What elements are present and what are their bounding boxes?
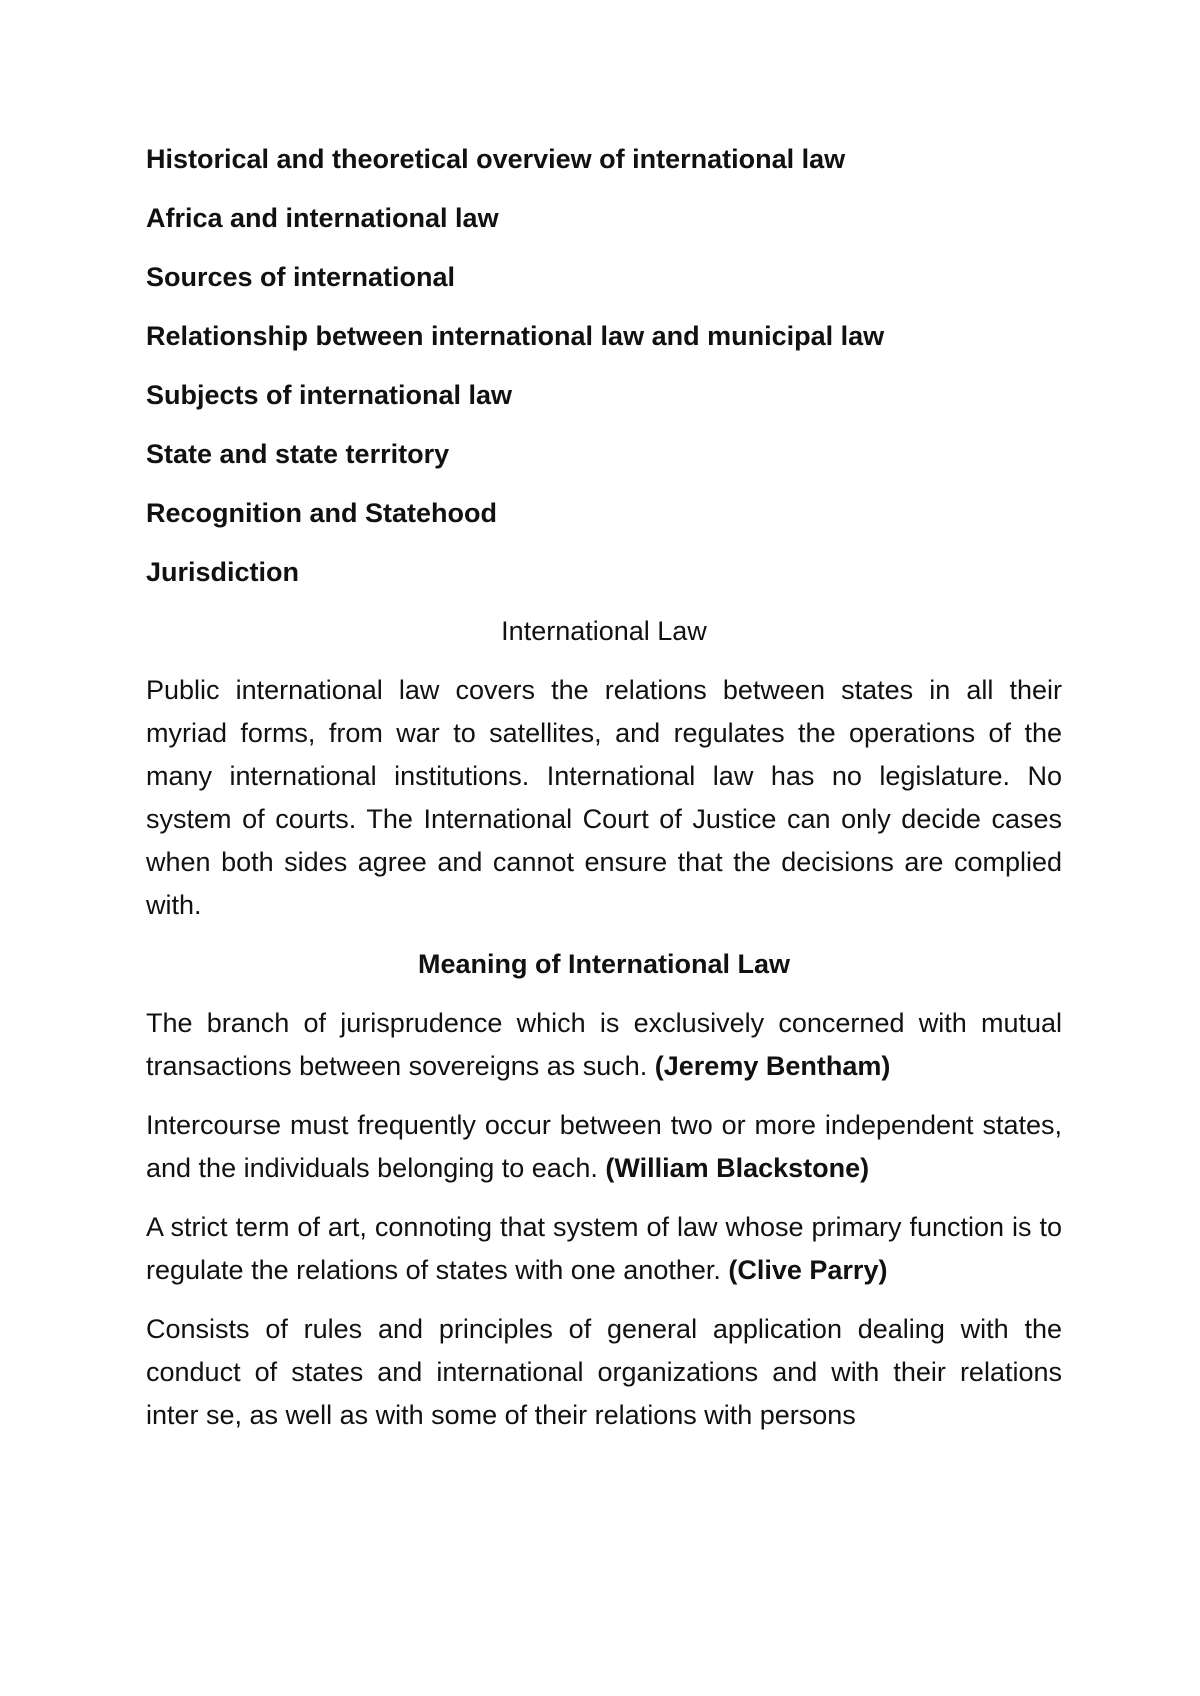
definition-text: Intercourse must frequently occur between two or more independent states, and the individuals belonging to each. [146, 1110, 1062, 1183]
topic-jurisdiction: Jurisdiction [146, 557, 300, 587]
definition-blackstone [146, 1104, 1062, 1190]
topic-africa: Africa and international law [146, 203, 499, 233]
document-page [146, 138, 1062, 1453]
definition-author: (Clive Parry) [728, 1255, 888, 1285]
paragraph-international-law: Public international law covers the relations between states in all their myriad forms, from war to satellites, and regulates the operations of the many international institutions. International law has no legislature. No system of courts. The International Court of Justice can only decide cases when both sides agree and cannot ensure that the decisions are complied with. [146, 675, 1062, 920]
definition-text: A strict term of art, connoting that system of law whose primary function is to regulate the relations of states with one another. [146, 1212, 1062, 1285]
topic-state-territory: State and state territory [146, 439, 450, 469]
definition-text: The branch of jurisprudence which is exclusively concerned with mutual transactions between sovereigns as such. [146, 1008, 1062, 1081]
definition-bentham [146, 1002, 1062, 1088]
topic-sources: Sources of international [146, 262, 456, 292]
definition-author: (William Blackstone) [605, 1153, 870, 1183]
topic-historical-overview: Historical and theoretical overview of international law [146, 144, 846, 174]
topic-relationship-municipal-law: Relationship between international law and municipal law [146, 321, 885, 351]
section-heading-international-law: International Law [501, 616, 707, 646]
definition-parry [146, 1206, 1062, 1292]
paragraph-rules-principles: Consists of rules and principles of general application dealing with the conduct of states and international organizations and with their relations inter se, as well as with some of their relations with persons [146, 1314, 1062, 1430]
topic-subjects: Subjects of international law [146, 380, 513, 410]
topic-recognition-statehood: Recognition and Statehood [146, 498, 497, 528]
definition-author: (Jeremy Bentham) [654, 1051, 891, 1081]
section-heading-meaning: Meaning of International Law [417, 949, 790, 979]
